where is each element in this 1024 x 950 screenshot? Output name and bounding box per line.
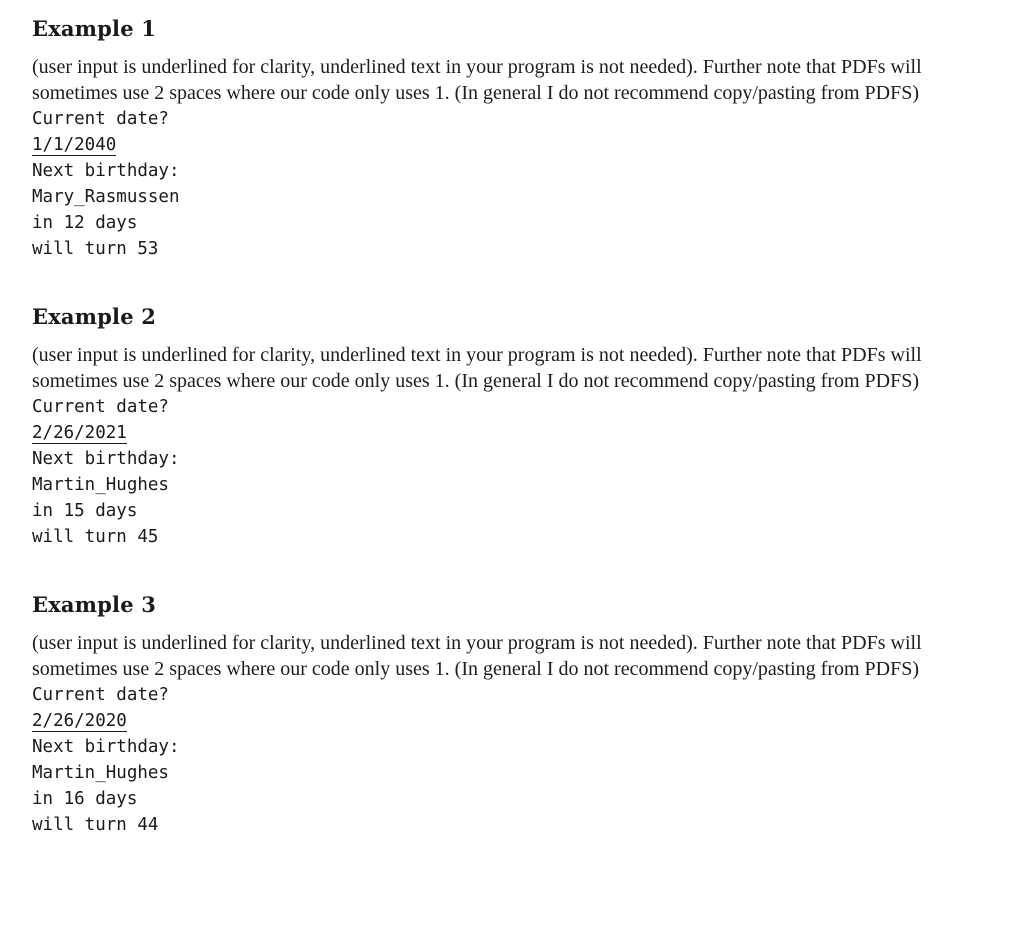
output-turn: will turn 44: [32, 815, 159, 835]
output-name: Mary_Rasmussen: [32, 187, 180, 207]
output-days: in 12 days: [32, 213, 138, 233]
example-3: [32, 590, 932, 838]
output-label: Next birthday:: [32, 737, 180, 757]
prompt-line: Current date?: [32, 685, 169, 705]
example-heading: Example 3: [32, 592, 157, 617]
example-note: (user input is underlined for clarity, underlined text in your program is not needed). Further note that PDFs will sometimes use 2 spaces where our code only uses 1. (In general I do not recommend copy/pasting from PDFS): [32, 632, 922, 680]
output-label: Next birthday:: [32, 161, 180, 181]
output-name: Martin_Hughes: [32, 763, 169, 783]
output-turn: will turn 45: [32, 527, 159, 547]
example-note: (user input is underlined for clarity, underlined text in your program is not needed). Further note that PDFs will sometimes use 2 spaces where our code only uses 1. (In general I do not recommend copy/pasting from PDFS): [32, 56, 922, 104]
output-days: in 15 days: [32, 501, 138, 521]
example-2: [32, 302, 932, 550]
output-label: Next birthday:: [32, 449, 180, 469]
example-1: [32, 14, 932, 262]
output-name: Martin_Hughes: [32, 475, 169, 495]
output-days: in 16 days: [32, 789, 138, 809]
user-input-text: 2/26/2020: [32, 711, 127, 731]
example-heading: Example 1: [32, 16, 157, 41]
prompt-line: Current date?: [32, 397, 169, 417]
output-turn: will turn 53: [32, 239, 159, 259]
example-heading: Example 2: [32, 304, 157, 329]
user-input-text: 2/26/2021: [32, 423, 127, 443]
user-input-line: [32, 708, 932, 734]
user-input-line: [32, 420, 932, 446]
user-input-line: [32, 132, 932, 158]
example-note: (user input is underlined for clarity, underlined text in your program is not needed). Further note that PDFs will sometimes use 2 spaces where our code only uses 1. (In general I do not recommend copy/pasting from PDFS): [32, 344, 922, 392]
document-page: [32, 14, 932, 838]
prompt-line: Current date?: [32, 109, 169, 129]
user-input-text: 1/1/2040: [32, 135, 117, 155]
